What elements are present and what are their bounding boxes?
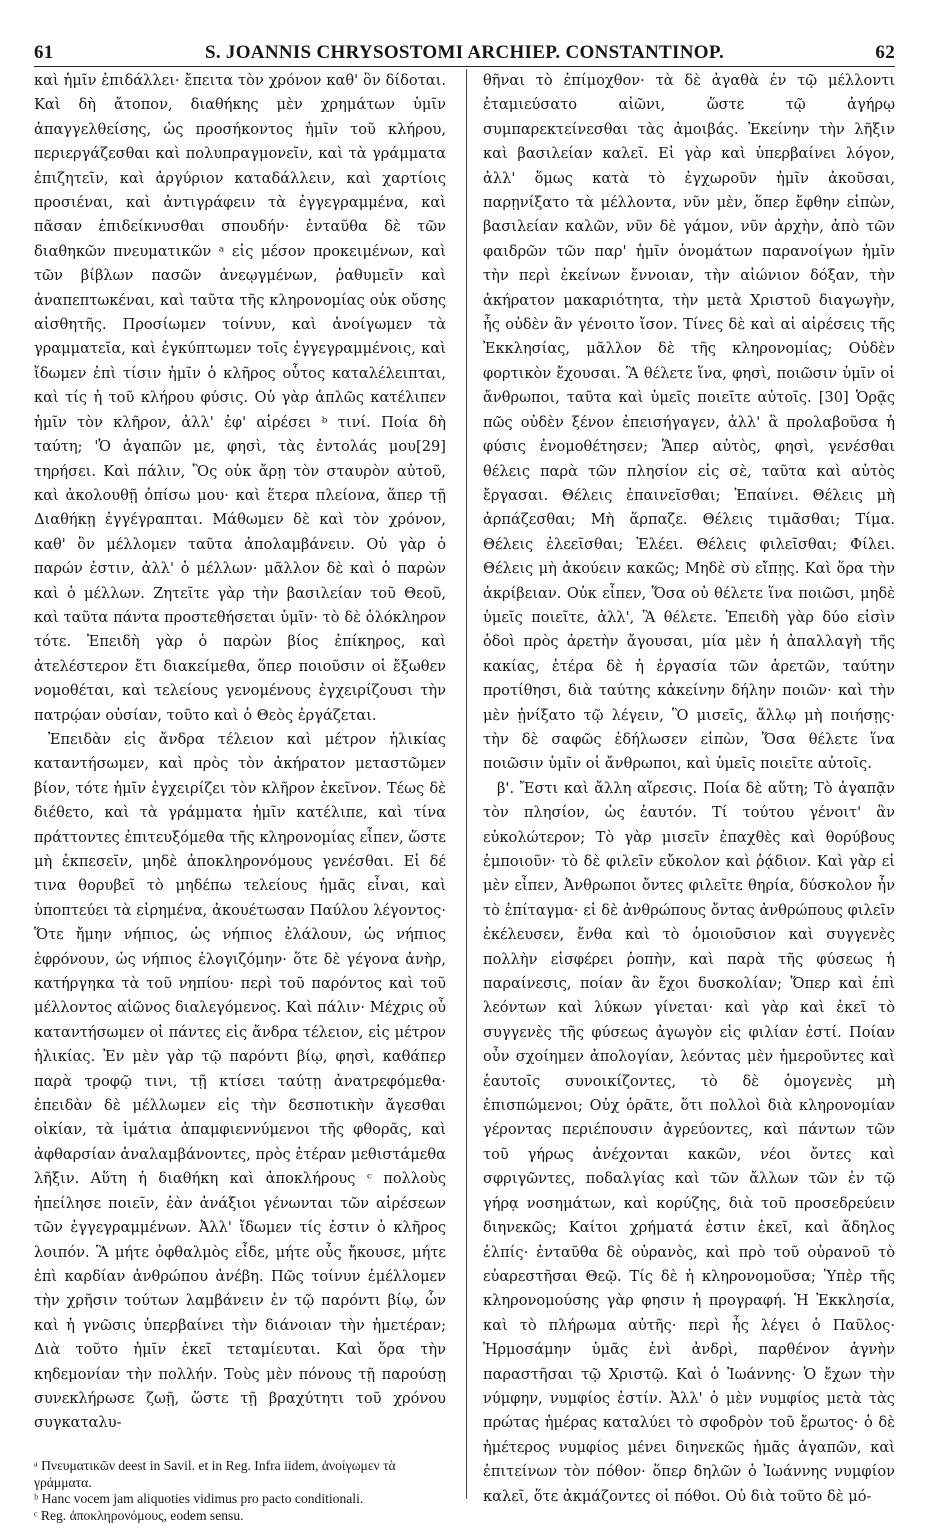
left-paragraph-1: καὶ ἡμῖν ἐπιδάλλει· ἔπειτα τὸν χρόνον καθ' ὃν δίδοται. Καὶ δὴ ἄτοπον, διαθήκης μὲν χρημάτων ὑμῖν ἀπαγγελθείσης, ὡς προσήκοντος ἡμῖν τοῦ κλήρου, περιεργάζεσθαι καὶ πολυπραγμονεῖν, καὶ τὰ γράμματα ἐπιζητεῖν, καὶ ἀργύριον καταδάλλειν, καὶ χαρτίοις προσιέναι, καὶ ἀντιγράφειν τὰ ἐγγεγραμμένα, καὶ πᾶσαν ἐπιδείκνυσθαι σπουδήν· ἐνταῦθα δὲ τῶν διαθηκῶν πνευματικῶν ᵃ εἰς μέσον προκειμένων, καὶ τῶν βίβλων πασῶν ἀνεῳγμένων, ῥαθυμεῖν καὶ ἀναπεπτωκέναι, καὶ ταῦτα τῆς κληρονομίας οὐκ οὔσης αἰσθητῆς. Προσίωμεν τοίνυν, καὶ ἀνοίγωμεν τὰ γραμματεῖα, καὶ ἐγκύπτωμεν τοῖς ἐγγεγραμμένοις, καὶ ἴδωμεν ἐπὶ τίσιν ἡμῖν ὁ κλῆρος οὗτος καταλέλειπται, καὶ τίς ἡ τοῦ κλήρου φύσις. Οὐ γὰρ ἁπλῶς κατέλιπεν ἡμῖν τὸν κλῆρον, ἀλλ' ἐφ' αἱρέσει ᵇ τινί. Ποία δὴ ταύτη; 'Ὁ ἀγαπῶν με, φησὶ, τὰς ἐντολάς μου[29] τηρήσει. Καὶ πάλιν, Ὃς οὐκ ἄρῃ τὸν σταυρὸν αὐτοῦ, καὶ ἀκολουθῇ ὀπίσω μου· καὶ ἕτερα πλείονα, ἅπερ τῇ Διαθήκῃ ἐγγέγραπται. Μάθωμεν δὲ καὶ τὸν χρόνον, καθ' ὃν μέλλομεν ταῦτα ἀπολαμβάνειν. Οὐ γὰρ ὁ παρών ἐστιν, ἀλλ' ὁ μέλλων· μᾶλλον δὲ καὶ ὁ παρὼν καὶ ὁ μέλλων. Ζητεῖτε γὰρ τὴν βασιλείαν τοῦ Θεοῦ, καὶ ταῦτα πάντα προστεθήσεται ὑμῖν· τὸ δὲ ὁλόκληρον τότε. Ἐπειδὴ γὰρ ὁ παρὼν βίος ἐπίκηρος, καὶ ἀτελέστερον ἔτι διακείμεθα, ὅπερ ποιοῦσιν οἱ ἔξωθεν νομοθέται, καὶ τελείους γενομένους ἐγχειρίζουσι τὴν πατρῴαν οὐσίαν, τοῦτο καὶ ὁ Θεὸς ἐργάζεται. — [34, 72, 446, 724]
column-divider — [466, 69, 467, 1499]
header-rule — [34, 66, 895, 67]
left-paragraph-2: Ἐπειδὰν εἰς ἄνδρα τέλειον καὶ μέτρον ἡλικίας καταντήσωμεν, καὶ πρὸς τὸν ἀκήρατον μεταστῶμεν βίον, τότε ἡμῖν ἐγχειρίζει τὸν κλῆρον ἐκεῖνον. Τέως δὲ διέθετο, καὶ τὰ γράμματα ἡμῖν κατέλιπε, καὶ τίνα πράττοντες ἐπιτευξόμεθα τῆς κληρονομίας εἶπεν, ὥστε μὴ ἐκπεσεῖν, μηδὲ ἀποκληρονόμους γενέσθαι. Εἰ δέ τινα θορυβεῖ τὸ μηδέπω τελείους ἡμᾶς εἶναι, καὶ ὑποπτεύει τὰ εἰρημένα, ἀκουέτωσαν Παύλου λέγοντος· Ὅτε ἤμην νήπιος, ὡς νήπιος ἐλάλουν, ὡς νήπιος ἐφρόνουν, ὡς νήπιος ἐλογιζόμην· ὅτε δὲ γέγονα ἀνὴρ, κατήργηκα τὰ τοῦ νηπίου· περὶ τοῦ παρόντος καὶ τοῦ μέλλοντος αἰῶνος διαλεγόμενος. Καὶ πάλιν· Μέχρις οὗ καταντήσωμεν οἱ πάντες εἰς ἄνδρα τέλειον, εἰς μέτρον ἡλικίας. Ἐν μὲν γὰρ τῷ παρόντι βίῳ, φησὶ, καθάπερ παρὰ τροφῷ τινι, τῇ κτίσει ταύτῃ ἀνατρεφόμεθα· ἐπειδὰν δὲ μέλλωμεν εἰς τὴν δεσποτικὴν ἄγεσθαι οἰκίαν, τὰ ἱμάτια ἀπαμφιεννύμενοι τῆς φθορᾶς, καὶ ἀφθαρσίαν ἀναλαμβάνοντες, πρὸς ἑτέραν μεθιστάμεθα λῆξιν. Αὕτη ἡ διαθήκη καὶ ἀποκλήρους ᶜ πολλοὺς ἠπείλησε ποιεῖν, ἐὰν ἀνάξιοι γένωνται τῶν αἱρέσεων τῶν ἐγγεγραμμένων. Ἀλλ' ἴδωμεν τίς ἐστιν ὁ κλῆρος λοιπόν. Ἃ μήτε ὀφθαλμὸς εἶδε, μήτε οὖς ἤκουσε, μήτε ἐπὶ καρδίαν ἀνθρώπου ἀνέβη. Πῶς τοίνυν ἐμέλλομεν τὴν χρῆσιν τούτων λαμβάνειν ἐν τῷ παρόντι βίῳ, ὧν καὶ ἡ γνῶσις ὑπερβαίνει τὴν διάνοιαν τὴν ἡμετέραν; Διὰ τοῦτο ἡμῖν ἐκεῖ τεταμίευται. Καὶ ὅρα τὴν κηδεμονίαν τὴν πολλήν. Τοὺς μὲν πόνους τῇ παρούσῃ συνεκλήρωσε ζωῇ, ὥστε τῇ βραχύτητι τοῦ χρόνου συγκαταλυ- — [34, 730, 446, 1432]
running-head — [34, 42, 895, 64]
page-number-right: 62 — [875, 42, 895, 63]
footnote-c: ᶜ Reg. ἀποκληρονόμους, eodem sensu. — [34, 1507, 244, 1523]
running-title: S. JOANNIS CHRYSOSTOMI ARCHIEP. CONSTANTINOP. — [204, 42, 725, 63]
right-paragraph-2: β'. Ἔστι καὶ ἄλλη αἵρεσις. Ποία δὲ αὕτη; Τὸ ἀγαπᾷν τὸν πλησίον, ὡς ἑαυτόν. Τί τούτου γένοιτ' ἂν εὐκολώτερον; Τὸ γὰρ μισεῖν ἐπαχθὲς καὶ θορύβους ἐμποιοῦν· τὸ δὲ φιλεῖν εὔκολον καὶ ῥᾴδιον. Καὶ γὰρ εἰ μὲν εἶπεν, Ἀνθρωποι ὄντες φιλεῖτε θηρία, δύσκολον ἦν τὸ ἐπίταγμα· εἰ δὲ ἀνθρώπους ὄντας ἀνθρώπους φιλεῖν ἐκέλευσεν, ἔνθα καὶ τὸ ὁμοιοῦσιον καὶ συγγενὲς πολλὴν εἰσφέρει ῥοπὴν, καὶ παρὰ τῆς φύσεως ἡ παραίνεσις, ποίαν ἂν ἔχοι δυσκολίαν; Ὅπερ καὶ ἐπὶ λεόντων καὶ λύκων γίνεται· καὶ γὰρ καὶ ἐκεῖ τὸ συγγενὲς τῆς φύσεως ἀγωγὸν εἰς φιλίαν ἐστί. Ποίαν οὖν σχοίημεν ἀπολογίαν, λεόντας μὲν ἡμεροῦντες καὶ ἑαυτοῖς συνοικίζοντες, τὸ δὲ ὁμογενὲς μὴ ἐπισπώμενοι; Οὐχ ὁρᾶτε, ὅτι πολλοὶ διὰ κληρονομίαν γέροντας περιέπουσιν ἀγρεύοντες, καὶ πάντων τῶν τοῦ γήρως ἀνέχονται κακῶν, νέοι ὄντες καὶ σφριγῶντες, ποδαλγίας καὶ τῶν ἄλλων τῶν ἐν τῷ γήρᾳ νοσημάτων, καὶ κορύζης, διὰ τοῦ προσεδρεύειν διηνεκῶς; Καίτοι χρήματά ἐστιν ἐκεῖ, καὶ ἄδηλος ἐλπίς· ἐνταῦθα δὲ οὐρανὸς, καὶ πρὸ τοῦ οὐρανοῦ τὸ εὐαρεστῆσαι Θεῷ. Τίς δὲ ἡ κληρονομοῦσα; Ὑπὲρ τῆς κληρονομούσης γὰρ φησιν ἡ προγραφή. Ἡ Ἐκκλησία, καὶ τὸ πλήρωμα αὐτῆς· περὶ ἧς λέγει ὁ Παῦλος· Ἡρμοσάμην ὑμᾶς ἑνὶ ἀνδρὶ, παρθένον ἁγνὴν παραστῆσαι τῷ Χριστῷ. Καὶ ὁ Ἰωάννης· Ὁ ἔχων τὴν νύμφην, νυμφίος ἐστίν. Ἀλλ' ὁ μὲν νυμφίος μετὰ τὰς πρώτας ἡμέρας καταλύει τὸ σφοδρὸν τοῦ ἔρωτος· ὁ δὲ ἡμέτερος νυμφίος μένει διηνεκῶς ἡμᾶς ἀγαπῶν, καὶ ἐπιτείνων τὸν πόθον· ὅπερ δηλῶν ὁ Ἰωάννης νυμφίον καλεῖ, ὅτε ἀκμάζοντες οἱ πόθοι. Οὐ διὰ τοῦτο δὲ μό- — [483, 779, 895, 1505]
page-number-left: 61 — [34, 42, 54, 63]
footnote-b: ᵇ Hanc vocem jam aliquoties vidimus pro pacto conditionali. — [34, 1491, 364, 1506]
right-column — [483, 69, 895, 1509]
footnotes — [34, 1458, 446, 1524]
right-paragraph-1: θῆναι τὸ ἐπίμοχθον· τὰ δὲ ἀγαθὰ ἐν τῷ μέλλοντι ἐταμιεύσατο αἰῶνι, ὥστε τῷ ἀγήρῳ συμπαρεκτείνεσθαι τὰς ἀμοιβάς. Ἐκείνην τὴν λῆξιν καὶ βασιλείαν καλεῖ. Εἰ γὰρ καὶ ὑπερβαίνει λόγον, ἀλλ' ὅμως κατὰ τὸ ἐγχωροῦν ἡμῖν ἀκοῦσαι, παρῃνίξατο τὰ μέλλοντα, νῦν μὲν, ὅπερ ἔφθην εἰπὼν, βασιλείαν καλῶν, νῦν δὲ γάμον, νῦν ἀρχὴν, ἀπὸ τῶν φαιδρῶν τῶν παρ' ἡμῖν ὀνομάτων παρανοίγων ἡμῖν τὴν περὶ ἐκείνων ἔννοιαν, τὴν αἰώνιον δόξαν, τὴν ἀκήρατον μακαριότητα, τὴν μετὰ Χριστοῦ διαγωγὴν, ἧς οὐδὲν ἂν γένοιτο ἴσον. Τίνες δὲ καὶ αἱ αἱρέσεις τῆς Ἐκκλησίας, μᾶλλον δὲ τῆς κληρονομίας; Οὐδὲν φορτικὸν ἔχουσαι. Ἃ θέλετε ἵνα, φησὶ, ποιῶσιν ὑμῖν οἱ ἄνθρωποι, ταῦτα καὶ ὑμεῖς ποιεῖτε αὐτοῖς. [30] Ὁρᾷς πῶς οὐδὲν ξένον ἐπεισήγαγεν, ἀλλ' ἃ προλαβοῦσα ἡ φύσις ἐνομοθέτησεν; Ἅπερ αὐτὸς, φησὶ, γενέσθαι θέλεις παρὰ τῶν πλησίον εἰς σὲ, ταῦτα καὶ αὐτὸς ἔργασαι. Θέλεις ἐπαινεῖσθαι; Ἐπαίνει. Θέλεις μὴ ἁρπάζεσθαι; Μὴ ἅρπαζε. Θέλεις τιμᾶσθαι; Τίμα. Θέλεις ἐλεεῖσθαι; Ἐλέει. Θέλεις φιλεῖσθαι; Φίλει. Θέλεις μὴ ἀκούειν κακῶς; Μηδὲ σὺ εἴπῃς. Καὶ ὅρα τὴν ἀκρίβειαν. Οὐκ εἶπεν, Ὅσα οὐ θέλετε ἵνα ποιῶσι, μηδὲ ὑμεῖς ποιεῖτε, ἀλλ', Ἃ θέλετε. Ἐπειδὴ γὰρ δύο εἰσὶν ὁδοὶ πρὸς ἀρετὴν ἄγουσαι, μία μὲν ἡ ἀπαλλαγὴ τῆς κακίας, ἑτέρα δὲ ἡ ἐργασία τῶν ἀρετῶν, ταύτην προτίθησι, διὰ ταύτης κἀκείνην δήλην ποιῶν· καὶ τὴν μὲν ᾐνίξατο τῷ λέγειν, Ὃ μισεῖς, ἄλλῳ μὴ ποιήσῃς· τὴν δὲ σαφῶς ἐδήλωσεν εἰπὼν, Ὅσα θέλετε ἵνα ποιῶσιν ὑμῖν οἱ ἄνθρωποι, καὶ ὑμεῖς ποιεῖτε αὐτοῖς. — [483, 72, 895, 773]
footnote-a: ᵃ Πνευματικῶν deest in Savil. et in Reg. Infra iidem, ἀνοίγωμεν τὰ γράμματα. — [34, 1458, 396, 1490]
left-column — [34, 69, 446, 1464]
